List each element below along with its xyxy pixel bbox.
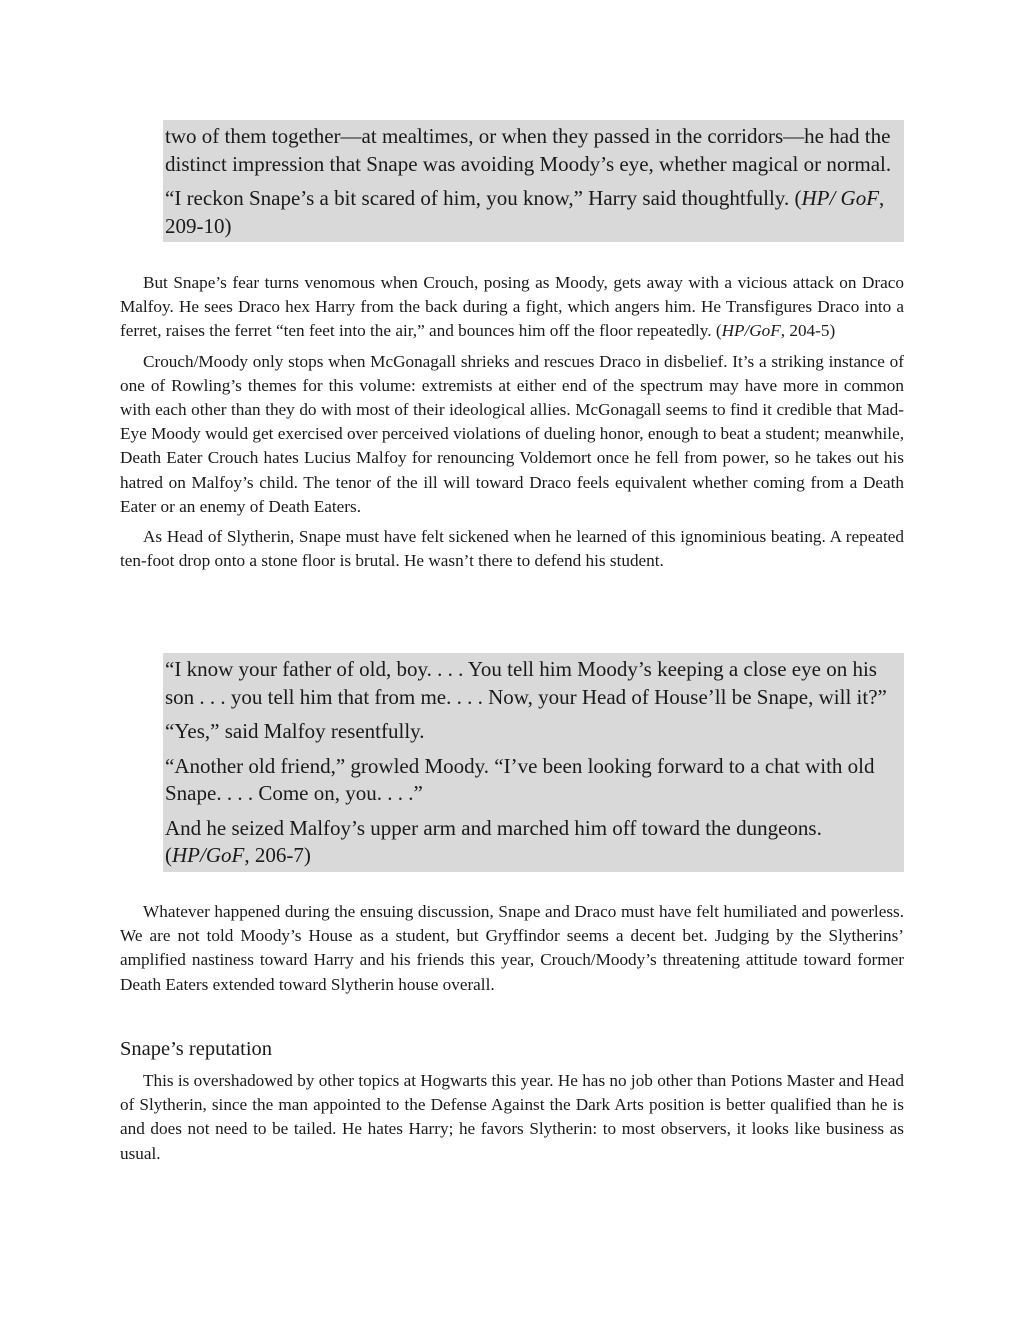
quote-paragraph: two of them together—at mealtimes, or when they passed in the corridors—he had the distinct impression that Snape was avoiding Moody’s eye, whether magical or normal. — [165, 124, 892, 176]
paragraph-text: But Snape’s fear turns venomous when Crouch, posing as Moody, gets away with a vicious attack on Draco Malfoy. He sees Draco hex Harry from the back during a fight, which angers him. He Transfigures Draco into a ferret, raises the ferret “ten feet into the air,” and bounces him off the floor repeatedly. ( — [120, 273, 904, 341]
quote-paragraph — [165, 815, 904, 870]
quote-paragraph — [165, 185, 904, 240]
body-paragraph: This is overshadowed by other topics at Hogwarts this year. He has no job other than Potions Master and Head of Slytherin, since the man appointed to the Defense Against the Dark Arts position is better qualified than he is and does not need to be tailed. He hates Harry; he favors Slytherin: to most observers, it looks like business as usual. — [120, 1071, 904, 1163]
quote-paragraph: “Yes,” said Malfoy resentfully. — [165, 719, 425, 743]
quote-paragraph: “Another old friend,” growled Moody. “I’ve been looking forward to a chat with old Snape. . . . Come on, you. . . .” — [165, 753, 875, 805]
citation: HP/GoF — [721, 321, 781, 341]
body-text-3 — [120, 1069, 904, 1166]
block-quote-2 — [163, 653, 904, 872]
quote-paragraph: “I know your father of old, boy. . . . You tell him Moody’s keeping a close eye on his son . . . you tell him that from me. . . . Now, your Head of House’ll be Snape, will it?” — [165, 657, 887, 709]
body-paragraph: As Head of Slytherin, Snape must have felt sickened when he learned of this ignominious beating. A repeated ten-foot drop onto a stone floor is brutal. He wasn’t there to defend his student. — [120, 527, 904, 571]
citation: HP/GoF — [172, 843, 245, 867]
citation-pages: , 204-5) — [780, 321, 836, 341]
body-paragraph: Whatever happened during the ensuing discussion, Snape and Draco must have felt humiliated and powerless. We are not told Moody’s House as a student, but Gryffindor seems a decent bet. Judging by the Slytherins’ amplified nastiness toward Harry and his friends this year, Crouch/Moody’s threatening attitude toward former Death Eaters extended toward Slytherin house overall. — [120, 902, 904, 994]
quote-text: “I reckon Snape’s a bit scared of him, you know,” Harry said thoughtfully. ( — [165, 186, 802, 210]
body-text-2 — [120, 900, 904, 997]
block-quote-1 — [163, 120, 904, 242]
citation-pages: , 209-10) — [165, 186, 885, 238]
section-heading: Snape’s reputation — [120, 1038, 273, 1060]
citation: HP/ GoF — [801, 186, 880, 210]
citation-pages: , 206-7) — [244, 843, 311, 867]
quote-text: And he seized Malfoy’s upper arm and marched him off toward the dungeons. ( — [165, 815, 822, 867]
body-text-1 — [120, 271, 904, 573]
body-paragraph: Crouch/Moody only stops when McGonagall shrieks and rescues Draco in disbelief. It’s a striking instance of one of Rowling’s themes for this volume: extremists at either end of the spectrum may have more in common with each other than they do with most of their ideological allies. McGonagall seems to find it credible that Mad-Eye Moody would get exercised over perceived violations of dueling honor, enough to beat a student; meanwhile, Death Eater Crouch hates Lucius Malfoy for renouncing Voldemort once he fell from power, so he takes out his hatred on Malfoy’s child. The tenor of the ill will toward Draco feels equivalent whether coming from a Death Eater or an enemy of Death Eaters. — [120, 351, 904, 516]
body-paragraph — [120, 271, 904, 344]
